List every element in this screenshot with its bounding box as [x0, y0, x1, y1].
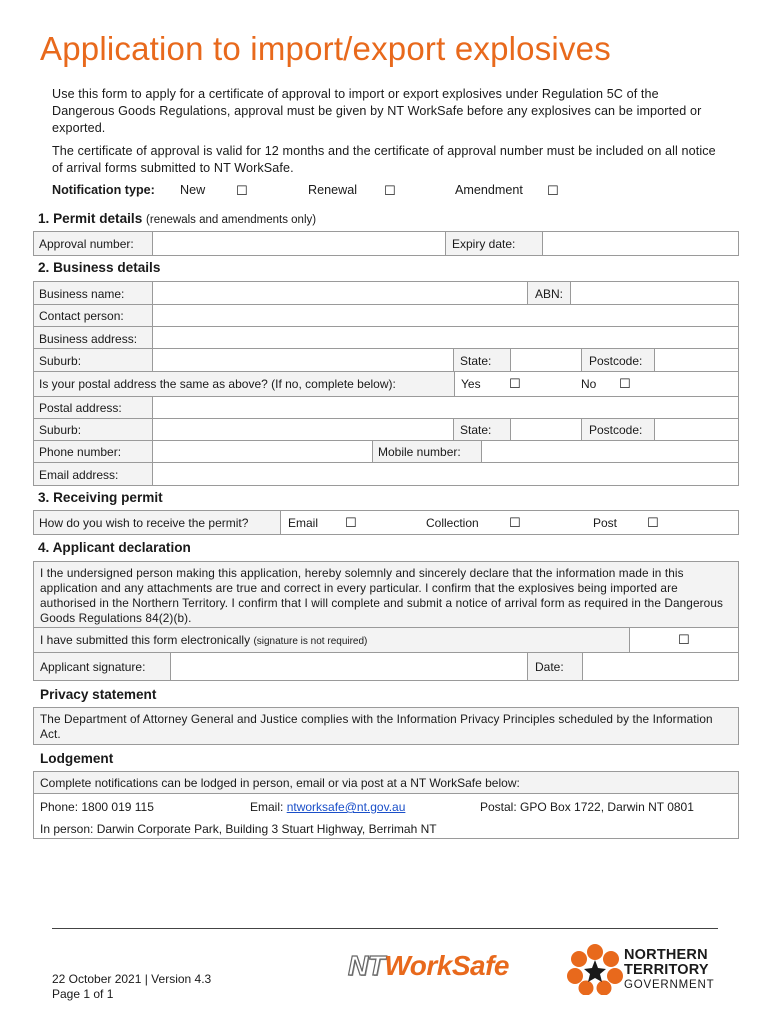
electronic-submission-checkbox[interactable]: ☐: [678, 632, 690, 647]
email-address-input[interactable]: [152, 463, 738, 485]
footer-page-number: Page 1 of 1: [52, 987, 114, 1001]
phone-number-input[interactable]: [152, 441, 373, 462]
receive-permit-question: How do you wish to receive the permit?: [39, 516, 249, 530]
notification-type-label: Notification type:: [52, 183, 155, 197]
expiry-date-input[interactable]: [542, 232, 738, 255]
postal-same-yes-checkbox[interactable]: ☐: [509, 376, 521, 391]
ntworksafe-logo-worksafe: WorkSafe: [384, 950, 509, 981]
notification-renewal-label: Renewal: [308, 183, 358, 197]
lodgement-intro: Complete notifications can be lodged in person, email or via post at a NT WorkSafe below:: [40, 776, 520, 790]
gov-line-1: NORTHERN: [624, 947, 708, 963]
postal-state-label: State:: [460, 423, 492, 437]
notification-amendment-label: Amendment: [455, 183, 523, 197]
receive-collection-checkbox[interactable]: ☐: [509, 515, 521, 530]
contact-person-label: Contact person:: [39, 309, 124, 323]
receive-email-label: Email: [288, 516, 319, 530]
state-input[interactable]: [510, 349, 582, 371]
postal-suburb-label: Suburb:: [39, 423, 82, 437]
section-2-heading: 2. Business details: [38, 260, 161, 275]
lodgement-phone: Phone: 1800 019 115: [40, 800, 154, 814]
receive-permit-options: [280, 511, 738, 534]
state-label: State:: [460, 354, 492, 368]
business-address-input[interactable]: [152, 327, 738, 348]
postal-state-input[interactable]: [510, 419, 582, 440]
receive-collection-label: Collection: [426, 516, 479, 530]
applicant-signature-label: Applicant signature:: [40, 660, 146, 674]
postal-same-no-checkbox[interactable]: ☐: [619, 376, 631, 391]
permit-details-table: [33, 231, 739, 256]
electronic-submission-note: (signature is not required): [253, 636, 368, 647]
receiving-permit-table: [33, 510, 739, 535]
approval-number-input[interactable]: [152, 232, 446, 255]
lodgement-in-person: In person: Darwin Corporate Park, Building 3 Stuart Highway, Berrimah NT: [40, 822, 437, 836]
abn-input[interactable]: [570, 282, 738, 304]
gov-line-2: TERRITORY: [624, 962, 709, 978]
notification-new-label: New: [180, 183, 206, 197]
postal-address-input[interactable]: [152, 397, 738, 418]
lodgement-email: [250, 800, 405, 814]
abn-label: ABN:: [535, 287, 564, 301]
lodgement-box: [33, 771, 739, 839]
business-details-table: [33, 281, 739, 486]
contact-person-input[interactable]: [152, 305, 738, 326]
postal-same-yes-label: Yes: [461, 377, 481, 391]
mobile-number-input[interactable]: [481, 441, 738, 462]
ntworksafe-logo: [348, 950, 509, 982]
footer-date-version: 22 October 2021 | Version 4.3: [52, 972, 212, 986]
business-name-input[interactable]: [152, 282, 528, 304]
privacy-box: [33, 707, 739, 745]
section-1-title: 1. Permit details: [38, 211, 143, 226]
mobile-number-label: Mobile number:: [378, 445, 461, 459]
postal-postcode-label: Postcode:: [589, 423, 643, 437]
gov-line-3: GOVERNMENT: [624, 979, 715, 991]
applicant-signature-input[interactable]: [170, 653, 528, 680]
postal-postcode-input[interactable]: [654, 419, 738, 440]
approval-number-label: Approval number:: [39, 237, 134, 251]
section-1-subtitle: (renewals and amendments only): [146, 214, 317, 226]
ntworksafe-logo-nt: NT: [348, 950, 385, 981]
privacy-heading: Privacy statement: [40, 687, 157, 702]
postal-address-label: Postal address:: [39, 401, 122, 415]
nt-government-wordmark: [624, 948, 714, 993]
postal-suburb-input[interactable]: [152, 419, 454, 440]
electronic-submission-row: [40, 633, 367, 647]
postcode-label: Postcode:: [589, 354, 643, 368]
footer-divider: [52, 928, 718, 929]
page-title: Application to import/export explosives: [40, 30, 611, 67]
suburb-input[interactable]: [152, 349, 454, 371]
notification-renewal-checkbox[interactable]: ☐: [384, 183, 396, 198]
business-name-label: Business name:: [39, 287, 125, 301]
notification-new-checkbox[interactable]: ☐: [236, 183, 248, 198]
lodgement-postal: Postal: GPO Box 1722, Darwin NT 0801: [480, 800, 694, 814]
signature-date-label: Date:: [535, 660, 564, 674]
nt-government-emblem: [566, 943, 624, 995]
business-address-label: Business address:: [39, 332, 138, 346]
notification-amendment-checkbox[interactable]: ☐: [547, 183, 559, 198]
receive-email-checkbox[interactable]: ☐: [345, 515, 357, 530]
postcode-input[interactable]: [654, 349, 738, 371]
email-address-label: Email address:: [39, 468, 119, 482]
postal-same-no-label: No: [581, 377, 597, 391]
lodgement-email-link[interactable]: ntworksafe@nt.gov.au: [286, 800, 406, 814]
lodgement-heading: Lodgement: [40, 751, 114, 766]
privacy-text: The Department of Attorney General and Justice complies with the Information Privacy Principles scheduled by the Information Act.: [40, 712, 713, 741]
signature-date-input[interactable]: [582, 653, 738, 680]
receive-post-label: Post: [593, 516, 618, 530]
section-1-heading: [38, 211, 316, 226]
section-4-heading: 4. Applicant declaration: [38, 540, 191, 555]
declaration-table: [33, 561, 739, 681]
desert-rose-icon: [566, 943, 624, 995]
phone-number-label: Phone number:: [39, 445, 122, 459]
postal-same-question: Is your postal address the same as above? (If no, complete below):: [39, 377, 396, 391]
declaration-text: I the undersigned person making this application, hereby solemnly and sincerely declare that the information made in this application and any attachments are true and correct in every particular. I confirm that the explosives being imported are authorised in the Northern Territory. I confirm that I will complete and submit a notice of arrival form as required in the Dangerous Goods Regulations 84(2)(b).: [40, 566, 723, 625]
section-3-heading: 3. Receiving permit: [38, 490, 163, 505]
electronic-submission-cell: [629, 628, 738, 652]
lodgement-email-label: Email:: [250, 800, 287, 814]
postal-same-options: [454, 372, 738, 396]
receive-post-checkbox[interactable]: ☐: [647, 515, 659, 530]
intro-paragraph-2: The certificate of approval is valid for 12 months and the certificate of approval number must be included on all notice of arrival forms submitted to NT WorkSafe.: [52, 144, 716, 175]
expiry-date-label: Expiry date:: [452, 237, 516, 251]
suburb-label: Suburb:: [39, 354, 82, 368]
electronic-submission-label: I have submitted this form electronically: [40, 633, 251, 647]
intro-paragraph-1: Use this form to apply for a certificate of approval to import or export explosives under Regulation 5C of the Dangerous Goods Regulations, approval must be given by NT WorkSafe before any explosives can be imported or exported.: [52, 87, 702, 135]
